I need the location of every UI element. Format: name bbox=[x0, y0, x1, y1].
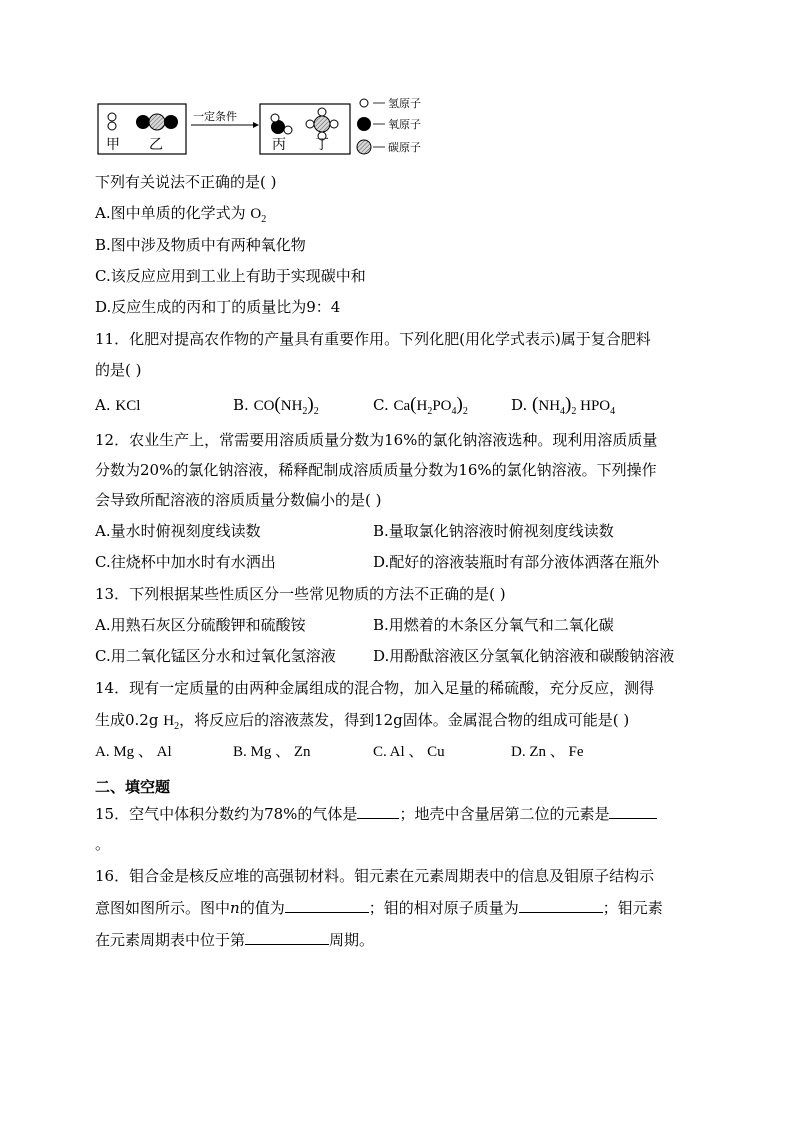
legend-hydrogen: 氢原子 bbox=[388, 97, 421, 110]
section-heading: 二、填空题 bbox=[95, 778, 171, 796]
reaction-condition: 一定条件 bbox=[193, 110, 237, 123]
label-bing: 丙 bbox=[272, 137, 286, 153]
q10-option-a: A.图中单质的化学式为 $O_2$ bbox=[95, 204, 267, 225]
q16-blank-3[interactable] bbox=[245, 928, 329, 945]
q13-option-d: D.用酚酞溶液区分氢氧化钠溶液和碳酸钠溶液 bbox=[373, 647, 675, 665]
q11-stem-line2: 的是( ) bbox=[95, 361, 142, 379]
hydrogen-atom-icon bbox=[108, 122, 116, 130]
hydrogen-atom-icon bbox=[284, 126, 292, 134]
q15-blank-1[interactable] bbox=[357, 802, 399, 819]
q14-option-d: D. Zn 、 Fe bbox=[511, 744, 584, 760]
q12-option-d: D.配好的溶液装瓶时有部分液体洒落在瓶外 bbox=[373, 553, 660, 571]
q11-option-a: A. KCl bbox=[95, 396, 141, 414]
oxygen-atom-icon bbox=[357, 117, 371, 131]
q12-stem-line1: 12．农业生产上，常需要用溶质质量分数为16%的氯化钠溶液选种。现利用溶质质量 bbox=[95, 431, 658, 449]
q15-stem: 15．空气中体积分数约为78%的气体是 ；地壳中含量居第二位的元素是 bbox=[95, 802, 657, 824]
q11-option-b: B. $CO(NH_2)_2$ bbox=[233, 394, 319, 417]
oxygen-atom-icon bbox=[271, 120, 285, 134]
hydrogen-atom-icon bbox=[318, 108, 326, 116]
label-jia: 甲 bbox=[106, 137, 120, 153]
legend-oxygen: 氧原子 bbox=[388, 118, 421, 131]
hydrogen-atom-icon bbox=[271, 114, 279, 122]
q13-option-c: C.用二氧化锰区分水和过氧化氢溶液 bbox=[95, 647, 336, 665]
carbon-atom-icon bbox=[314, 116, 330, 132]
q10-option-c: C.该反应应用到工业上有助于实现碳中和 bbox=[95, 267, 366, 285]
q10-option-d: D.反应生成的丙和丁的质量比为9：4 bbox=[95, 298, 341, 316]
q14-option-c: C. Al 、 Cu bbox=[373, 744, 445, 760]
reaction-diagram bbox=[95, 96, 435, 160]
q12-stem-line2: 分数为20%的氯化钠溶液，稀释配制成溶质质量分数为16%的氯化钠溶液。下列操作 bbox=[95, 461, 657, 479]
q14-stem-line2: 生成0.2g $H_2$，将反应后的溶液蒸发，得到12g固体。金属混合物的组成可能是( ) bbox=[95, 711, 630, 732]
q14-stem-line1: 14．现有一定质量的由两种金属组成的混合物，加入足量的稀硫酸，充分反应，测得 bbox=[95, 679, 655, 697]
q12-stem-line3: 会导致所配溶液的溶质质量分数偏小的是( ) bbox=[95, 491, 382, 509]
q13-option-b: B.用燃着的木条区分氧气和二氧化碳 bbox=[373, 616, 614, 634]
q14-option-b: B. Mg 、 Zn bbox=[233, 744, 311, 760]
q12-option-b: B.量取氯化钠溶液时俯视刻度线读数 bbox=[373, 522, 614, 540]
q12-option-c: C.往烧杯中加水时有水洒出 bbox=[95, 553, 276, 571]
hydrogen-atom-icon bbox=[330, 120, 338, 128]
hydrogen-atom-icon bbox=[108, 113, 116, 121]
hydrogen-atom-icon bbox=[306, 120, 314, 128]
q16-stem-line2: 意图如图所示。图中n的值为 ；钼的相对原子质量为 ；钼元素 bbox=[95, 896, 663, 918]
q15-end: 。 bbox=[95, 835, 111, 853]
q11-stem-line1: 11．化肥对提高农作物的产量具有重要作用。下列化肥(用化学式表示)属于复合肥料 bbox=[95, 330, 651, 348]
q12-option-a: A.量水时俯视刻度线读数 bbox=[95, 522, 261, 540]
q16-stem-line3: 在元素周期表中位于第 周期。 bbox=[95, 928, 374, 950]
q15-blank-2[interactable] bbox=[609, 802, 657, 819]
oxygen-atom-icon bbox=[136, 115, 150, 129]
q13-stem: 13．下列根据某些性质区分一些常见物质的方法不正确的是( ) bbox=[95, 585, 506, 603]
legend-carbon: 碳原子 bbox=[388, 141, 421, 154]
carbon-atom-icon bbox=[149, 114, 165, 130]
hydrogen-atom-icon bbox=[360, 99, 368, 107]
carbon-atom-icon bbox=[357, 140, 371, 154]
q16-blank-1[interactable] bbox=[285, 896, 369, 913]
q14-option-a: A. Mg 、 Al bbox=[95, 744, 172, 760]
label-ding: 丁 bbox=[315, 137, 329, 153]
q10-option-b: B.图中涉及物质中有两种氧化物 bbox=[95, 236, 306, 254]
arrow-head-icon bbox=[253, 122, 259, 128]
q10-stem: 下列有关说法不正确的是( ) bbox=[95, 173, 277, 191]
label-yi: 乙 bbox=[149, 137, 163, 153]
q13-option-a: A.用熟石灰区分硫酸钾和硫酸铵 bbox=[95, 616, 306, 634]
q11-option-d: D. $(NH_4)_2$ $HPO_4$ bbox=[511, 394, 616, 417]
q16-blank-2[interactable] bbox=[519, 896, 603, 913]
q16-stem-line1: 16．钼合金是核反应堆的高强韧材料。钼元素在元素周期表中的信息及钼原子结构示 bbox=[95, 867, 655, 885]
q11-option-c: C. $Ca(H_2PO_4)_2$ bbox=[373, 394, 468, 417]
oxygen-atom-icon bbox=[164, 115, 178, 129]
